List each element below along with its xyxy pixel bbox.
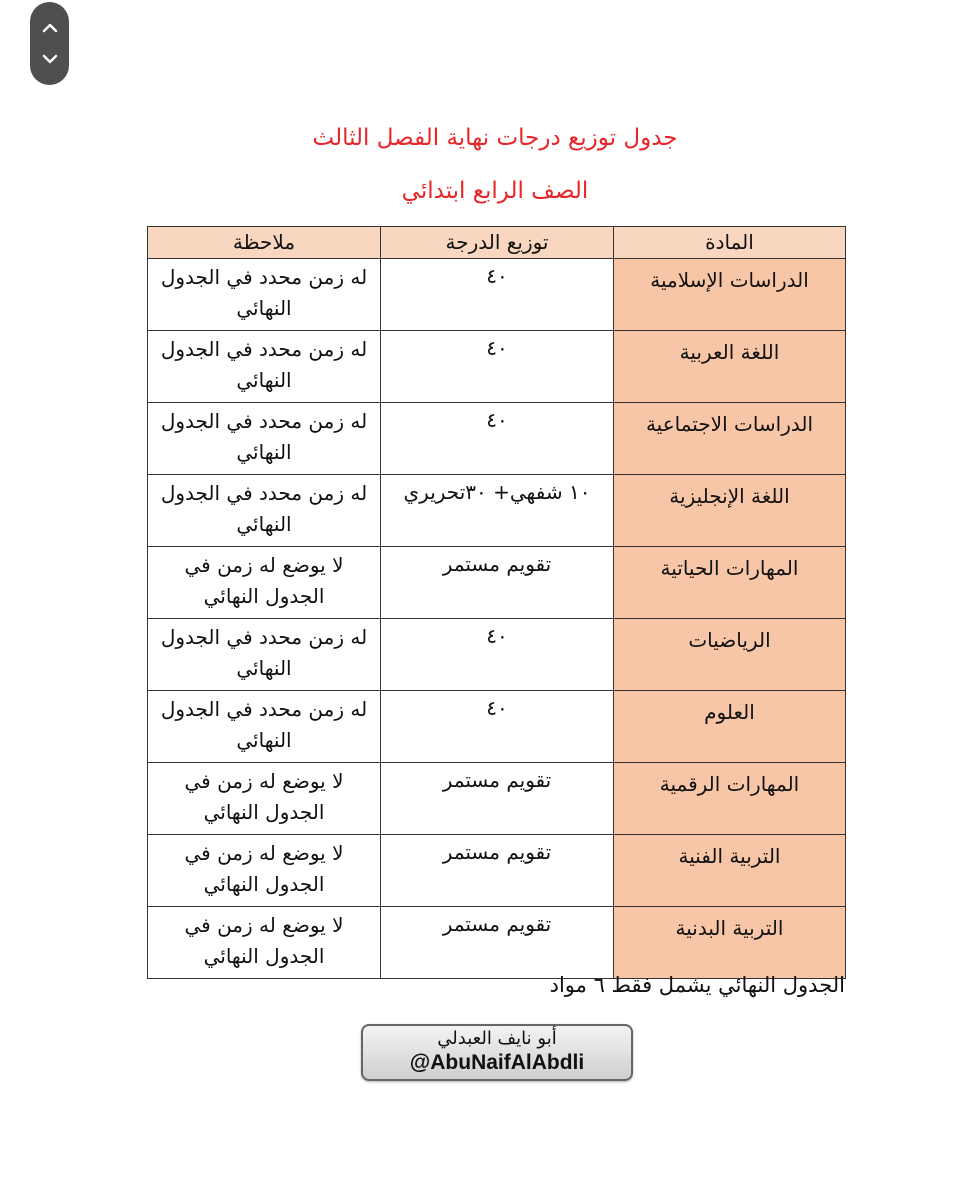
table-row: [148, 619, 846, 691]
subject-cell: التربية البدنية: [614, 907, 846, 979]
note-cell: لا يوضع له زمن في الجدول النهائي: [148, 907, 381, 979]
distribution-cell: تقويم مستمر: [381, 907, 614, 979]
note-cell: له زمن محدد في الجدول النهائي: [148, 691, 381, 763]
subject-cell: الدراسات الإسلامية: [614, 259, 846, 331]
table-row: [148, 691, 846, 763]
next-page-button[interactable]: [42, 53, 58, 65]
note-cell: له زمن محدد في الجدول النهائي: [148, 619, 381, 691]
table-row: [148, 547, 846, 619]
chevron-up-icon: [42, 22, 58, 34]
distribution-cell: ٤٠: [381, 331, 614, 403]
table-row: [148, 403, 846, 475]
author-signature-badge: [361, 1024, 633, 1081]
previous-page-button[interactable]: [42, 22, 58, 34]
subject-cell: الدراسات الاجتماعية: [614, 403, 846, 475]
note-cell: لا يوضع له زمن في الجدول النهائي: [148, 547, 381, 619]
table-header-row: [148, 227, 846, 259]
grades-table: [147, 226, 846, 979]
header-distribution: توزيع الدرجة: [381, 227, 614, 259]
subject-cell: المهارات الحياتية: [614, 547, 846, 619]
note-cell: له زمن محدد في الجدول النهائي: [148, 475, 381, 547]
header-note: ملاحظة: [148, 227, 381, 259]
distribution-cell: تقويم مستمر: [381, 547, 614, 619]
distribution-cell: تقويم مستمر: [381, 835, 614, 907]
distribution-cell: ٤٠: [381, 691, 614, 763]
note-cell: له زمن محدد في الجدول النهائي: [148, 331, 381, 403]
subject-cell: المهارات الرقمية: [614, 763, 846, 835]
table-row: [148, 763, 846, 835]
subject-cell: التربية الفنية: [614, 835, 846, 907]
subject-cell: اللغة العربية: [614, 331, 846, 403]
header-subject: المادة: [614, 227, 846, 259]
table-row: [148, 907, 846, 979]
table-row: [148, 331, 846, 403]
footer-note: الجدول النهائي يشمل فقط ٦ مواد: [549, 973, 845, 997]
distribution-cell: ٤٠: [381, 619, 614, 691]
author-arabic-name: أبو نايف العبدلي: [437, 1028, 557, 1049]
note-cell: له زمن محدد في الجدول النهائي: [148, 403, 381, 475]
chevron-down-icon: [42, 53, 58, 65]
page-navigation: [30, 2, 69, 85]
subject-cell: الرياضيات: [614, 619, 846, 691]
subject-cell: العلوم: [614, 691, 846, 763]
table-row: [148, 475, 846, 547]
note-cell: له زمن محدد في الجدول النهائي: [148, 259, 381, 331]
table-row: [148, 259, 846, 331]
document-title: جدول توزيع درجات نهاية الفصل الثالث: [312, 125, 678, 151]
author-handle: @AbuNaifAlAbdli: [409, 1051, 585, 1074]
distribution-cell: تقويم مستمر: [381, 763, 614, 835]
note-cell: لا يوضع له زمن في الجدول النهائي: [148, 835, 381, 907]
distribution-cell: ٤٠: [381, 259, 614, 331]
subject-cell: اللغة الإنجليزية: [614, 475, 846, 547]
note-cell: لا يوضع له زمن في الجدول النهائي: [148, 763, 381, 835]
distribution-cell: ٤٠: [381, 403, 614, 475]
document-subtitle: الصف الرابع ابتدائي: [401, 178, 589, 204]
distribution-cell: ١٠ شفهي+ ٣٠تحريري: [381, 475, 614, 547]
table-row: [148, 835, 846, 907]
